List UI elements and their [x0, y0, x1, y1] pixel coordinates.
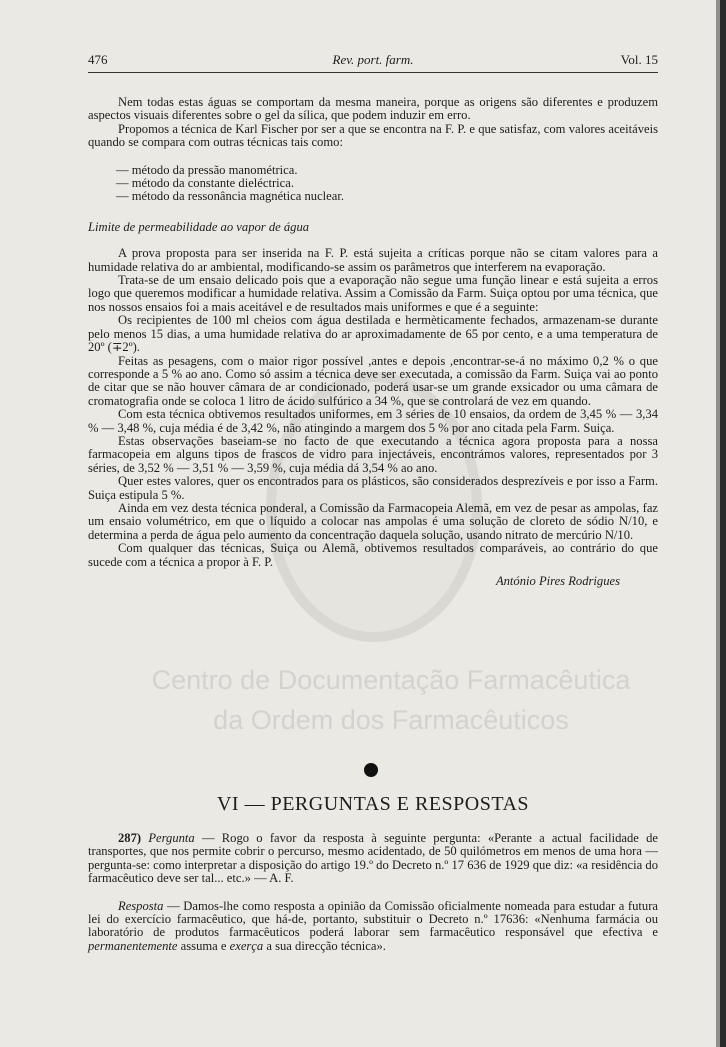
paragraph: Propomos a técnica de Karl Fischer por ser a que se encontra na F. P. e que satisfaz, com valores aceitáveis quando se compara com outras técnicas tais como: [88, 121, 658, 150]
question-paragraph [88, 832, 658, 886]
answer-emphasis: permanentemente [88, 938, 178, 953]
paragraph: Estas observações baseiam-se no facto de que executando a técnica agora proposta para a nossa farmacopeia em alguns tipos de frascos de vidro para injectáveis, encontrámos valores, representados por 3 séries, de 3,52 % — 3,51 % — 3,59 %, cuja média dá 3,54 % ao ano. [88, 433, 658, 475]
journal-title: Rev. port. farm. [332, 52, 414, 67]
paragraph: Nem todas estas águas se comportam da mesma maneira, porque as origens são diferentes e produzem aspectos visuais diferentes sobre o gel da sílica, que podem induzir em erro. [88, 95, 658, 123]
paragraph: Ainda em vez desta técnica ponderal, a Comissão da Farmacopeia Alemã, em vez de pesar as ampolas, faz um ensaio volumétrico, em que o líquido a colocar nas ampolas é uma solução de cloreto de sódio N/10, e determina a perda de água pelo aumento da concentração daquela solução, usando nitrato de mercúrio N/10. [88, 500, 658, 542]
list-item: — método da constante dieléctrica. [116, 176, 294, 191]
paragraph: Os recipientes de 100 ml cheios com água destilada e hermèticamente fechados, armazenam-se durante pelo menos 15 dias, a uma humidade relativa do ar aproximadamente de 65 por cento, e a uma temperatura de 20º (∓2º). [88, 313, 658, 355]
section-heading: Limite de permeabilidade ao vapor de água [88, 219, 310, 234]
author-signature: António Pires Rodrigues [495, 574, 620, 588]
page-edge [720, 0, 726, 1047]
paragraph: Com qualquer das técnicas, Suiça ou Alemã, obtivemos resultados comparáveis, ao contrário do que sucede com a técnica a propor à F. P. [88, 541, 658, 569]
answer-text: a sua direcção técnica». [263, 938, 386, 953]
answer-text: assuma e [177, 938, 230, 953]
answer-text: — Damos-lhe como resposta a opinião da Comissão oficialmente nomeada para estudar a futura lei do exercício farmacêutico, que há-de, portanto, substituir o Decreto n.º 17636: «Nenhuma farmácia ou laboratório de produtos farmacêuticos poderá laborar sem farmacêutico responsável que efectiva e [88, 898, 658, 940]
section-bullet [364, 763, 378, 777]
list-item: — método da ressonância magnética nuclear. [116, 189, 344, 204]
method-list [116, 164, 658, 204]
answer-label: Resposta [118, 898, 164, 913]
paragraph: Quer estes valores, quer os encontrados para os plásticos, são considerados desprezíveis e por isso a Farm. Suiça estipula 5 %. [88, 474, 658, 502]
chapter-title: VI — PERGUNTAS E RESPOSTAS [216, 793, 530, 815]
question-text: — Rogo o favor da resposta à seguinte pergunta: «Perante a actual facilidade de transportes, que nos permite cobrir o percurso, mesmo acidentado, de 50 quilómetros em menos de uma hora — pergunta-se: como interpretar a disposição do artigo 19.º do Decreto n.º 17 636 de 1929 que diz: «a residência do farmacêutico deve ser tal... etc.» — A. F. [88, 831, 658, 886]
question-label: Pergunta [148, 831, 195, 845]
volume-label: Vol. 15 [620, 52, 658, 67]
watermark-line: da Ordem dos Farmacêuticos [213, 705, 569, 735]
article-body [88, 96, 658, 588]
watermark-line: Centro de Documentação Farmacêutica [151, 665, 631, 695]
paragraph: Feitas as pesagens, com o maior rigor possível ,antes e depois ,encontrar-se-á no máximo 0,2 % o que corresponde a 5 % ao ano. Como só assim a técnica deve ser executada, a comissão da Farm. Suiça vai ao ponto de citar que se não houver câmara de ar condicionado, poderá usar-se um grande exsicador ou uma câmara de cromatografia onde se coloca 1 litro de ácido sulfúrico a 34 %, que se controlará de vez em quando. [88, 353, 658, 408]
paragraph: A prova proposta para ser inserida na F. P. está sujeita a críticas porque não se citam valores para a humidade relativa do ar ambiental, modificando-se assim os parâmetros que interferem na evaporação. [88, 246, 658, 274]
page-number: 476 [88, 52, 108, 67]
paragraph: Com esta técnica obtivemos resultados uniformes, em 3 séries de 10 ensaios, da ordem de 3,45 % — 3,34 % — 3,48 %, cuja média é de 3,42 %, não atingindo a margem dos 5 % por ano citada pela Farm. Suiça. [88, 407, 658, 435]
paragraph: Trata-se de um ensaio delicado pois que a evaporação não segue uma função linear e está sujeita a erros logo que queremos modificar a humidade relativa. Assim a Comissão da Farm. Suiça optou por uma técnica, que nos nossos ensaios foi a mais aceitável e de resultados mais uniformes e que é a seguinte: [88, 273, 658, 314]
answer-paragraph [88, 900, 658, 954]
running-header [88, 50, 658, 73]
list-item: — método da pressão manométrica. [116, 162, 298, 177]
qa-section [88, 832, 658, 953]
answer-emphasis: exerça [229, 938, 264, 953]
question-number: 287) [118, 831, 142, 845]
watermark-text [86, 660, 696, 740]
